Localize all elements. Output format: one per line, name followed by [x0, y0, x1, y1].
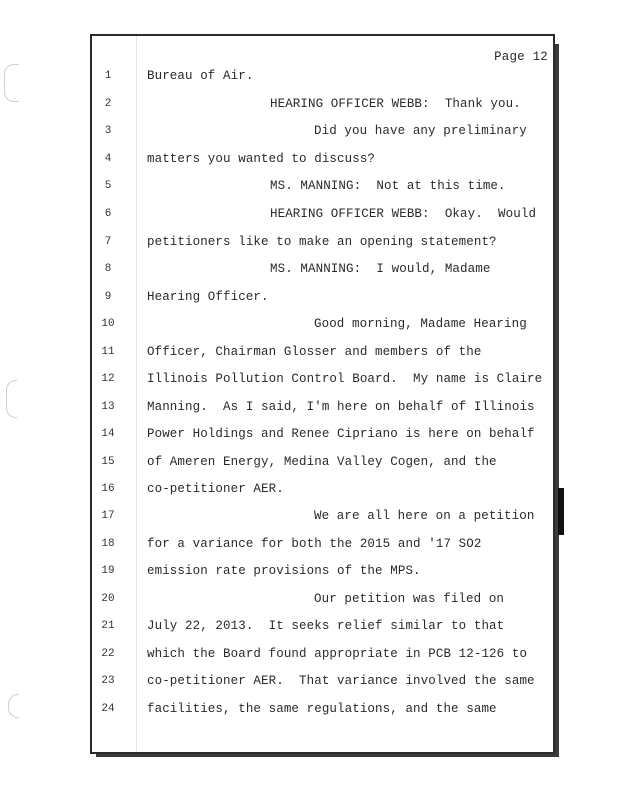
line-number: 4: [104, 153, 112, 165]
line-text: HEARING OFFICER WEBB: Okay. Would: [270, 207, 537, 221]
line-number: 10: [101, 318, 115, 330]
line-text: Did you have any preliminary: [314, 124, 527, 138]
page-number: Page 12: [494, 50, 548, 64]
line-number: 2: [104, 98, 112, 110]
line-text: which the Board found appropriate in PCB 12-126 to: [147, 647, 528, 661]
transcript-line: [0, 535, 618, 553]
line-text: MS. MANNING: I would, Madame: [270, 262, 491, 276]
line-number: 22: [101, 648, 115, 660]
line-number: 3: [104, 125, 112, 137]
line-text: We are all here on a petition: [314, 509, 535, 523]
line-text: Power Holdings and Renee Cipriano is here on behalf: [147, 427, 535, 441]
transcript-line: [0, 150, 618, 168]
transcript-line: [0, 507, 618, 525]
line-text: Good morning, Madame Hearing: [314, 317, 527, 331]
transcript-line: [0, 453, 618, 471]
line-number: 6: [104, 208, 112, 220]
line-text: Manning. As I said, I'm here on behalf of Illinois: [147, 400, 535, 414]
line-number: 21: [101, 620, 115, 632]
transcript-line: [0, 177, 618, 195]
transcript-line: [0, 260, 618, 278]
line-number: 5: [104, 180, 112, 192]
line-text: for a variance for both the 2015 and '17 SO2: [147, 537, 482, 551]
transcript-line: [0, 562, 618, 580]
transcript-line: [0, 672, 618, 690]
transcript-line: [0, 288, 618, 306]
line-text: Bureau of Air.: [147, 69, 254, 83]
line-text: co-petitioner AER.: [147, 482, 284, 496]
line-text: July 22, 2013. It seeks relief similar to that: [147, 619, 505, 633]
line-number: 14: [101, 428, 115, 440]
line-text: Illinois Pollution Control Board. My name is Claire: [147, 372, 543, 386]
line-number: 12: [101, 373, 115, 385]
transcript-line: [0, 370, 618, 388]
transcript-line: [0, 398, 618, 416]
transcript-line: [0, 315, 618, 333]
line-number: 20: [101, 593, 115, 605]
page-shadow-bottom: [96, 754, 559, 757]
line-text: facilities, the same regulations, and the same: [147, 702, 497, 716]
line-number: 1: [104, 70, 112, 82]
line-number: 8: [104, 263, 112, 275]
line-text: petitioners like to make an opening statement?: [147, 235, 497, 249]
transcript-line: [0, 480, 618, 498]
transcript-line: [0, 617, 618, 635]
line-number: 18: [101, 538, 115, 550]
line-number: 23: [101, 675, 115, 687]
line-text: emission rate provisions of the MPS.: [147, 564, 421, 578]
transcript-line: [0, 425, 618, 443]
transcript-line: [0, 233, 618, 251]
line-number: 9: [104, 291, 112, 303]
transcript-line: [0, 95, 618, 113]
transcript-line: [0, 205, 618, 223]
line-number: 19: [101, 565, 115, 577]
transcript-line: [0, 122, 618, 140]
line-number: 13: [101, 401, 115, 413]
line-text: HEARING OFFICER WEBB: Thank you.: [270, 97, 521, 111]
transcript-line: [0, 700, 618, 718]
transcript-line: [0, 343, 618, 361]
transcript-line: [0, 67, 618, 85]
transcript-line: [0, 590, 618, 608]
line-text: MS. MANNING: Not at this time.: [270, 179, 506, 193]
line-number: 11: [101, 346, 115, 358]
line-number: 24: [101, 703, 115, 715]
line-number: 7: [104, 236, 112, 248]
line-text: Hearing Officer.: [147, 290, 269, 304]
line-number: 15: [101, 456, 115, 468]
line-number: 16: [101, 483, 115, 495]
line-number: 17: [101, 510, 115, 522]
line-text: Our petition was filed on: [314, 592, 505, 606]
line-text: of Ameren Energy, Medina Valley Cogen, and the: [147, 455, 497, 469]
line-text: Officer, Chairman Glosser and members of the: [147, 345, 482, 359]
line-text: matters you wanted to discuss?: [147, 152, 376, 166]
transcript-line: [0, 645, 618, 663]
line-text: co-petitioner AER. That variance involved the same: [147, 674, 535, 688]
